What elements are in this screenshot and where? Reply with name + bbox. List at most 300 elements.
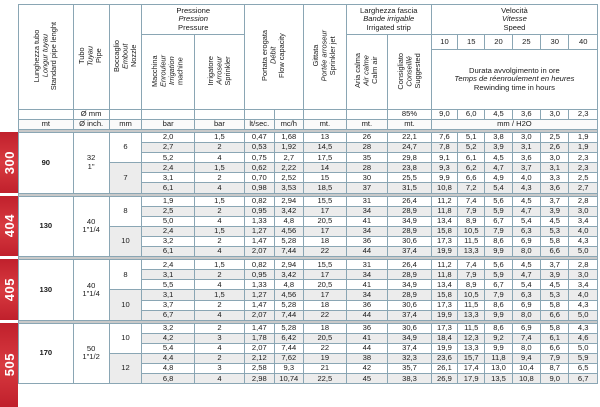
unit-mmh: mm / H2O — [431, 120, 597, 130]
mm-label: Ø mm — [73, 110, 109, 120]
table-cell: 2 — [194, 173, 244, 183]
table-cell: 6,3 — [512, 290, 540, 300]
table-cell: 2,5 — [541, 133, 569, 143]
table-cell: 28,9 — [388, 270, 432, 280]
table-cell: 1,92 — [274, 143, 304, 153]
unit-mt: mt. — [346, 120, 388, 130]
table-cell: 5,28 — [274, 236, 304, 246]
table-cell: 10,4 — [512, 364, 540, 374]
table-cell: 6,3 — [512, 226, 540, 236]
table-cell: 5,28 — [274, 323, 304, 333]
table-cell: 1,9 — [569, 133, 598, 143]
table-cell: 2 — [194, 270, 244, 280]
table-cell: 15,7 — [458, 353, 485, 363]
table-cell: 6,9 — [512, 236, 540, 246]
table-cell: 5,4 — [512, 216, 540, 226]
table-cell: 28 — [346, 143, 388, 153]
pipe-length-cell: 170 — [19, 323, 74, 384]
table-cell: 13,4 — [431, 280, 457, 290]
table-cell: 30 — [346, 173, 388, 183]
tube-cell — [73, 323, 109, 384]
table-cell: 44 — [346, 310, 388, 320]
table-cell: 41 — [346, 333, 388, 343]
table-cell: 4,2 — [142, 333, 194, 343]
model-label: 404 — [1, 214, 17, 238]
table-cell: 21 — [304, 364, 347, 374]
sprinkler-header: Irrigatore Arroseur Sprinkler — [194, 35, 244, 110]
tube-cell — [73, 196, 109, 257]
table-cell: 5,5 — [142, 280, 194, 290]
model-band — [0, 323, 18, 407]
table-cell: 8,9 — [458, 280, 485, 290]
table-cell: 18 — [304, 300, 347, 310]
table-cell: 7,2 — [458, 183, 485, 193]
table-cell: 2,3 — [569, 153, 598, 163]
mm-val: 4,5 — [485, 110, 512, 120]
table-cell: 34 — [346, 270, 388, 280]
table-cell: 17,3 — [431, 323, 457, 333]
model-band — [0, 259, 18, 320]
table-cell: 22 — [304, 310, 347, 320]
table-cell: 13,0 — [485, 364, 512, 374]
table-cell: 4,7 — [512, 270, 540, 280]
table-cell: 0,75 — [245, 153, 274, 163]
table-cell: 3,7 — [541, 196, 569, 206]
table-cell: 6,6 — [541, 247, 569, 257]
table-cell: 5,9 — [569, 353, 598, 363]
table-cell: 7,4 — [458, 260, 485, 270]
table-cell: 37,4 — [388, 247, 432, 257]
table-cell: 4,5 — [541, 280, 569, 290]
pressure-header: Pressione Pression Pressure — [142, 5, 245, 35]
table-cell: 42 — [346, 364, 388, 374]
table-cell: 3,9 — [541, 270, 569, 280]
table-cell: 1,5 — [194, 260, 244, 270]
table-cell: 4,8 — [142, 364, 194, 374]
table-cell: 4 — [194, 183, 244, 193]
table-cell: 44 — [346, 247, 388, 257]
table-cell: 5,8 — [541, 300, 569, 310]
table-cell: 10,5 — [458, 290, 485, 300]
table-cell: 9,9 — [485, 343, 512, 353]
table-cell: 7,9 — [541, 353, 569, 363]
table-cell: 6,8 — [142, 374, 194, 384]
nozzle-cell: 12 — [109, 353, 142, 383]
table-cell: 5,28 — [274, 300, 304, 310]
model-band — [0, 132, 18, 193]
table-cell: 8,9 — [458, 216, 485, 226]
unit-mch: mc/h — [274, 120, 304, 130]
table-cell: 30,6 — [388, 300, 432, 310]
table-cell: 9,1 — [431, 153, 457, 163]
table-cell: 5,1 — [458, 133, 485, 143]
table-cell: 2,22 — [274, 163, 304, 173]
table-cell: 19 — [304, 353, 347, 363]
table-cell: 7,44 — [274, 343, 304, 353]
table-cell: 17,9 — [458, 374, 485, 384]
table-cell: 1,33 — [245, 280, 274, 290]
table-cell: 25,5 — [388, 173, 432, 183]
table-cell: 36 — [346, 323, 388, 333]
table-cell: 0,47 — [245, 133, 274, 143]
table-cell: 22 — [304, 343, 347, 353]
speed-20: 20 — [485, 35, 512, 50]
table-cell: 2,4 — [142, 260, 194, 270]
table-cell: 5,8 — [541, 236, 569, 246]
table-cell: 5,9 — [485, 270, 512, 280]
table-cell: 4 — [194, 310, 244, 320]
table-cell: 11,8 — [485, 353, 512, 363]
table-cell: 34,9 — [388, 333, 432, 343]
table-cell: 4,3 — [569, 300, 598, 310]
table-cell: 4,4 — [142, 353, 194, 363]
table-cell: 9,9 — [431, 173, 457, 183]
table-cell: 26,1 — [431, 364, 457, 374]
performance-table — [18, 4, 598, 384]
unit-mm: mm — [109, 120, 142, 130]
mm-val: 2,3 — [569, 110, 598, 120]
table-cell: 4,5 — [541, 216, 569, 226]
mm-val: 3,0 — [541, 110, 569, 120]
table-row — [19, 260, 598, 270]
table-cell: 4 — [194, 280, 244, 290]
unit-lts: lt/sec. — [245, 120, 274, 130]
unit-inch: Ø inch. — [73, 120, 109, 130]
table-cell: 0,62 — [245, 163, 274, 173]
table-cell: 2 — [194, 143, 244, 153]
table-cell: 3,9 — [485, 143, 512, 153]
table-cell: 19,9 — [431, 310, 457, 320]
speed-40: 40 — [569, 35, 598, 50]
table-cell: 31 — [346, 260, 388, 270]
table-cell: 8,0 — [512, 310, 540, 320]
table-cell: 3,2 — [142, 323, 194, 333]
tube-inch: 1"1/2 — [82, 352, 100, 362]
table-cell: 2 — [194, 353, 244, 363]
table-cell: 7,62 — [274, 353, 304, 363]
tube-mm: 40 — [86, 217, 96, 226]
calm-air-header: Aria calma Air calme Calm air — [346, 35, 388, 110]
table-cell: 1,5 — [194, 163, 244, 173]
table-cell: 23,6 — [431, 353, 457, 363]
table-cell: 6,5 — [569, 364, 598, 374]
table-cell: 19,9 — [431, 343, 457, 353]
table-cell: 2,6 — [541, 143, 569, 153]
speed-header: Velocità Vitesse Speed — [431, 5, 597, 35]
table-cell: 2,5 — [142, 206, 194, 216]
table-cell: 12,3 — [458, 333, 485, 343]
speed-25: 25 — [512, 35, 540, 50]
table-cell: 11,8 — [431, 270, 457, 280]
table-cell: 17 — [304, 290, 347, 300]
table-cell: 14,5 — [304, 143, 347, 153]
table-cell: 4,8 — [274, 280, 304, 290]
table-cell: 4,9 — [485, 173, 512, 183]
table-cell: 4,6 — [569, 333, 598, 343]
table-cell: 7,4 — [512, 333, 540, 343]
tube-cell — [73, 133, 109, 194]
table-cell: 6,9 — [512, 323, 540, 333]
table-cell: 4 — [194, 343, 244, 353]
table-cell: 1,33 — [245, 216, 274, 226]
table-cell: 3,4 — [569, 216, 598, 226]
table-cell: 34 — [346, 290, 388, 300]
table-cell: 11,8 — [431, 206, 457, 216]
mm-val: 6,0 — [458, 110, 485, 120]
table-cell: 0,95 — [245, 270, 274, 280]
table-cell: 30,6 — [388, 236, 432, 246]
strip-header: Larghezza fascia Bande irrigable Irrigated strip — [346, 5, 431, 35]
model-bands — [0, 120, 18, 407]
table-cell: 3,7 — [512, 163, 540, 173]
pipe-length-header: Lunghezza tubo Longur tuyau Standard pipe lenght — [19, 5, 74, 110]
table-cell: 5,0 — [569, 343, 598, 353]
table-cell: 26 — [346, 133, 388, 143]
table-cell: 6,7 — [142, 310, 194, 320]
table-cell: 3,8 — [485, 133, 512, 143]
table-cell: 9,3 — [431, 163, 457, 173]
table-cell: 41 — [346, 280, 388, 290]
table-cell: 5,0 — [142, 216, 194, 226]
table-cell: 4,56 — [274, 226, 304, 236]
table-cell: 3,7 — [142, 300, 194, 310]
table-cell: 3,0 — [569, 270, 598, 280]
table-cell: 3,6 — [512, 153, 540, 163]
table-cell: 15,8 — [431, 290, 457, 300]
table-cell: 10,5 — [458, 226, 485, 236]
table-cell: 11,5 — [458, 300, 485, 310]
table-cell: 28,9 — [388, 290, 432, 300]
tube-inch: 1" — [87, 161, 95, 171]
table-cell: 4 — [194, 374, 244, 384]
table-cell: 5,0 — [569, 310, 598, 320]
table-cell: 2,5 — [569, 173, 598, 183]
table-cell: 2,8 — [569, 196, 598, 206]
tube-inch: 1"1/4 — [82, 225, 100, 235]
band-label-wrap — [1, 132, 17, 193]
table-cell: 24,7 — [388, 143, 432, 153]
table-cell: 4,5 — [485, 153, 512, 163]
table-cell: 18 — [304, 236, 347, 246]
table-cell: 4,8 — [274, 216, 304, 226]
table-cell: 1,47 — [245, 300, 274, 310]
pipe-length-cell: 130 — [19, 196, 74, 257]
table-cell: 7,6 — [431, 133, 457, 143]
table-cell: 4 — [194, 247, 244, 257]
table-cell: 1,5 — [194, 133, 244, 143]
unit-bar: bar — [142, 120, 194, 130]
table-cell: 5,3 — [541, 290, 569, 300]
table-cell: 5,4 — [485, 183, 512, 193]
table-cell: 20,5 — [304, 216, 347, 226]
nozzle-cell: 7 — [109, 163, 142, 193]
table-cell: 8,6 — [485, 323, 512, 333]
table-cell: 1,47 — [245, 323, 274, 333]
pipe-length-cell: 90 — [19, 133, 74, 194]
table-cell: 38 — [346, 353, 388, 363]
table-cell: 5,8 — [541, 323, 569, 333]
table-cell: 6,1 — [142, 247, 194, 257]
table-cell: 4,0 — [512, 173, 540, 183]
table-cell: 6,9 — [512, 300, 540, 310]
table-cell: 2,07 — [245, 343, 274, 353]
tube-header: Tubo Tuyau Pipe — [73, 5, 109, 110]
band-label-wrap — [1, 196, 17, 256]
table-cell: 44 — [346, 343, 388, 353]
table-cell: 26,4 — [388, 260, 432, 270]
table-cell: 5,9 — [485, 206, 512, 216]
table-cell: 1,78 — [245, 333, 274, 343]
table-cell: 2,07 — [245, 247, 274, 257]
table-cell: 37,4 — [388, 310, 432, 320]
table-row — [19, 133, 598, 143]
table-cell: 6,1 — [541, 333, 569, 343]
table-cell: 2,4 — [142, 226, 194, 236]
nozzle-cell: 8 — [109, 196, 142, 226]
table-cell: 13,5 — [485, 374, 512, 384]
table-cell: 3 — [194, 364, 244, 374]
table-cell: 6,6 — [541, 310, 569, 320]
table-cell: 17,3 — [431, 300, 457, 310]
table-cell: 2,58 — [245, 364, 274, 374]
table-cell: 1,5 — [194, 226, 244, 236]
table-cell: 6,6 — [458, 173, 485, 183]
table-cell: 11,5 — [458, 236, 485, 246]
band-label-wrap — [1, 259, 17, 320]
table-cell: 8,0 — [512, 343, 540, 353]
table-cell: 3,4 — [569, 280, 598, 290]
table-cell: 3,42 — [274, 206, 304, 216]
tube-mm: 40 — [86, 280, 96, 290]
tube-mm: 50 — [86, 344, 96, 354]
table-cell: 29,8 — [388, 153, 432, 163]
table-cell: 5,6 — [485, 260, 512, 270]
table-cell: 19,9 — [431, 247, 457, 257]
table-cell: 8,7 — [541, 364, 569, 374]
table-cell: 4,3 — [512, 183, 540, 193]
table-cell: 2,07 — [245, 310, 274, 320]
table-cell: 0,82 — [245, 260, 274, 270]
table-cell: 31 — [346, 196, 388, 206]
table-cell: 7,8 — [431, 143, 457, 153]
flow-header: Portata erogata Débit Flow capacity — [245, 5, 304, 110]
table-cell: 3,53 — [274, 183, 304, 193]
table-cell: 3,0 — [569, 206, 598, 216]
table-cell: 6,1 — [458, 153, 485, 163]
table-cell: 3,1 — [142, 173, 194, 183]
table-cell: 1,9 — [569, 143, 598, 153]
table-cell: 7,4 — [458, 196, 485, 206]
table-cell: 8,6 — [485, 300, 512, 310]
tube-inch: 1"1/4 — [82, 288, 100, 298]
table-cell: 3,0 — [541, 153, 569, 163]
nozzle-header: Boccaglio Embout Nozzle — [109, 5, 142, 110]
unit-bar: bar — [194, 120, 244, 130]
table-cell: 3,2 — [142, 236, 194, 246]
table-cell: 17,4 — [458, 364, 485, 374]
table-cell: 9,4 — [512, 353, 540, 363]
table-cell: 13,3 — [458, 310, 485, 320]
table-cell: 7,9 — [485, 226, 512, 236]
table-cell: 17 — [304, 270, 347, 280]
table-cell: 8,6 — [485, 236, 512, 246]
table-cell: 15,5 — [304, 196, 347, 206]
table-cell: 3,6 — [541, 183, 569, 193]
table-cell: 2,4 — [142, 163, 194, 173]
table-cell: 17 — [304, 206, 347, 216]
table-cell: 0,82 — [245, 196, 274, 206]
table-row — [19, 323, 598, 333]
table-cell: 9,3 — [274, 364, 304, 374]
table-cell: 31,5 — [388, 183, 432, 193]
unit-mt: mt. — [388, 120, 432, 130]
table-cell: 3,1 — [142, 290, 194, 300]
table-cell: 1,47 — [245, 236, 274, 246]
table-cell: 3,42 — [274, 270, 304, 280]
mm-row — [19, 110, 598, 120]
mm-val: 3,6 — [512, 110, 540, 120]
nozzle-cell: 10 — [109, 290, 142, 320]
table-cell: 3,1 — [142, 270, 194, 280]
table-cell: 10,8 — [512, 374, 540, 384]
table-cell: 2,12 — [245, 353, 274, 363]
table-cell: 7,44 — [274, 247, 304, 257]
table-cell: 2,8 — [569, 260, 598, 270]
table-cell: 4,0 — [569, 226, 598, 236]
table-cell: 4,5 — [512, 260, 540, 270]
table-cell: 1,27 — [245, 290, 274, 300]
model-band — [0, 196, 18, 256]
table-cell: 4,3 — [569, 323, 598, 333]
table-cell: 3,3 — [541, 173, 569, 183]
speed-10: 10 — [431, 35, 457, 50]
rewind-header: Durata avvolgimento in ore Temps de réenroulement en heures Rewinding time in hours — [431, 50, 597, 110]
table-cell: 34,9 — [388, 280, 432, 290]
table-cell: 1,9 — [142, 196, 194, 206]
speed-30: 30 — [541, 35, 569, 50]
table-cell: 2 — [194, 236, 244, 246]
table-cell: 3,9 — [541, 206, 569, 216]
table-cell: 28,9 — [388, 226, 432, 236]
jet-header: Gittata Portée arroseur Sprinkler jet — [304, 5, 347, 110]
table-cell: 3,1 — [541, 163, 569, 173]
table-cell: 34,9 — [388, 216, 432, 226]
table-cell: 2,3 — [569, 163, 598, 173]
table-cell: 13,3 — [458, 343, 485, 353]
table-cell: 0,70 — [245, 173, 274, 183]
table-cell: 5,2 — [458, 143, 485, 153]
table-cell: 2,94 — [274, 196, 304, 206]
table-cell: 32,3 — [388, 353, 432, 363]
table-cell: 6,7 — [569, 374, 598, 384]
table-cell: 15,8 — [431, 226, 457, 236]
table-cell: 6,7 — [485, 216, 512, 226]
table-cell: 4 — [194, 216, 244, 226]
table-cell: 4,5 — [512, 196, 540, 206]
table-cell: 10,8 — [431, 183, 457, 193]
table-cell: 10,74 — [274, 374, 304, 384]
table-cell: 5,0 — [569, 247, 598, 257]
table-cell: 1,5 — [194, 290, 244, 300]
table-cell: 34 — [346, 206, 388, 216]
table-cell: 36 — [346, 236, 388, 246]
machine-header: Macchina Enrouleur Irrigation machine — [142, 35, 194, 110]
table-cell: 2,7 — [569, 183, 598, 193]
table-cell: 30,6 — [388, 323, 432, 333]
table-cell: 9,2 — [485, 333, 512, 343]
table-cell: 6,2 — [458, 163, 485, 173]
table-cell: 2 — [194, 206, 244, 216]
